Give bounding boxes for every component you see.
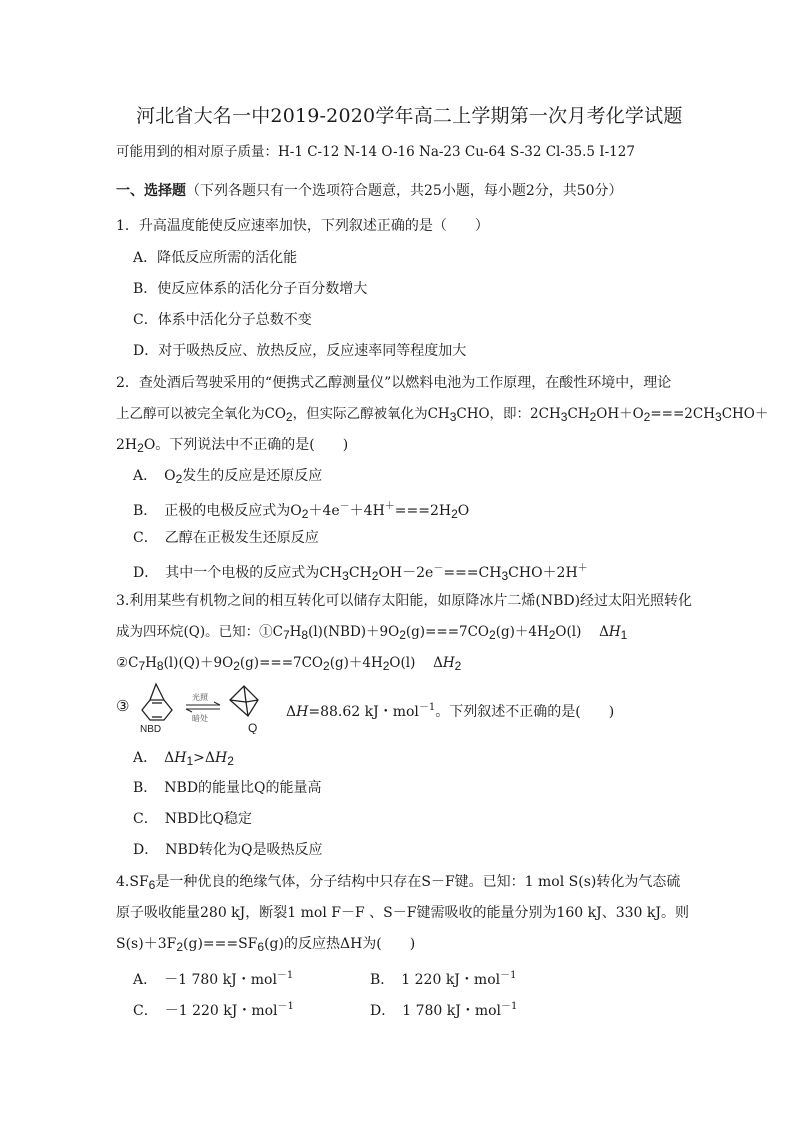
q2-option-d: D． 其中一个电极的反应式为CH3CH2OH－2e－===CH3CHO＋2H＋ bbox=[133, 563, 588, 583]
nbd-to-q-reaction-figure bbox=[134, 678, 276, 734]
section-note: （下列各题只有一个选项符合题意，共25小题，每小题2分，共50分） bbox=[186, 183, 623, 199]
section-heading bbox=[116, 182, 623, 200]
nbd-label: NBD bbox=[140, 724, 162, 734]
q2-option-c: C． 乙醇在正极发生还原反应 bbox=[133, 530, 319, 546]
q3-option-a: A． ΔH1>ΔH2 bbox=[133, 750, 234, 768]
q3-line3: ②C7H8(l)(Q)＋9O2(g)===7CO2(g)＋4H2O(l) ΔH2 bbox=[116, 655, 462, 673]
q1-option-c: C．体系中活化分子总数不变 bbox=[133, 312, 312, 328]
q3-option-b: B． NBD的能量比Q的能量高 bbox=[133, 780, 322, 796]
q3-eq3-text: ΔH=88.62 kJ・mol$^{-1}$。下列叙述不正确的是( ) bbox=[286, 702, 615, 720]
q4-line3: S(s)＋3F2(g)===SF6(g)的反应热ΔH为( ) bbox=[116, 936, 416, 954]
q1-option-a: A．降低反应所需的活化能 bbox=[133, 250, 298, 266]
q4-option-b: B． 1 220 kJ・mol$^{-1}$ bbox=[370, 970, 517, 988]
q3-option-c: C． NBD比Q稳定 bbox=[133, 811, 252, 827]
equilibrium-arrow bbox=[186, 702, 220, 712]
q1-option-d: D．对于吸热反应、放热反应，反应速率同等程度加大 bbox=[133, 343, 467, 359]
q1-option-b: B．使反应体系的活化分子百分数增大 bbox=[133, 281, 368, 297]
q2-line1: 2．查处酒后驾驶采用的“便携式乙醇测量仪”以燃料电池为工作原理，在酸性环境中，理论 bbox=[116, 375, 672, 391]
q4-option-d: D． 1 780 kJ・mol$^{-1}$ bbox=[370, 1001, 518, 1019]
q-structure bbox=[230, 686, 258, 716]
q4-option-c: C． －1 220 kJ・mol$^{-1}$ bbox=[133, 1001, 294, 1019]
q2-line3: 2H2O。下列说法中不正确的是( ) bbox=[116, 437, 349, 455]
q2-line2: 上乙醇可以被完全氧化为CO2，但实际乙醇被氧化为CH3CHO，即：2CH3CH2OH＋O2===2CH3CHO＋ bbox=[116, 406, 769, 424]
nbd-structure bbox=[142, 684, 172, 720]
q3-line2: 成为四环烷(Q)。已知：①C7H8(l)(NBD)＋9O2(g)===7CO2(g)＋4H2O(l) ΔH1 bbox=[116, 624, 628, 642]
q3-option-d: D． NBD转化为Q是吸热反应 bbox=[133, 842, 323, 858]
q2-option-b: B． 正极的电极反应式为O2＋4e－＋4H＋===2H2O bbox=[133, 501, 470, 521]
q1-stem: 1．升高温度能使反应速率加快，下列叙述正确的是（ ） bbox=[116, 218, 489, 234]
q4-line2: 原子吸收能量280 kJ，断裂1 mol F－F 、S－F键需吸收的能量分别为160 kJ、330 kJ。则 bbox=[116, 905, 689, 921]
page-title: 河北省大名一中2019-2020学年高二上学期第一次月考化学试题 bbox=[136, 105, 683, 127]
q-label: Q bbox=[248, 721, 258, 734]
q2-option-a: A． O2发生的反应是还原反应 bbox=[133, 468, 323, 486]
atomic-masses-line: 可能用到的相对原子质量：H-1 C-12 N-14 O-16 Na-23 Cu-64 S-32 Cl-35.5 I-127 bbox=[116, 144, 635, 160]
q4-option-a: A． －1 780 kJ・mol$^{-1}$ bbox=[133, 970, 294, 988]
arrow-bottom-label: 暗处 bbox=[192, 714, 208, 723]
q4-line1: 4.SF6是一种优良的绝缘气体，分子结构中只存在S－F键。已知：1 mol S(s)转化为气态硫 bbox=[116, 874, 681, 892]
arrow-top-label: 光照 bbox=[192, 693, 208, 702]
section-heading-label: 一、选择题 bbox=[116, 183, 186, 199]
q3-line1: 3.利用某些有机物之间的相互转化可以储存太阳能，如原降冰片二烯(NBD)经过太阳光照转化 bbox=[116, 593, 693, 609]
q3-circle-3: ③ bbox=[116, 697, 130, 715]
